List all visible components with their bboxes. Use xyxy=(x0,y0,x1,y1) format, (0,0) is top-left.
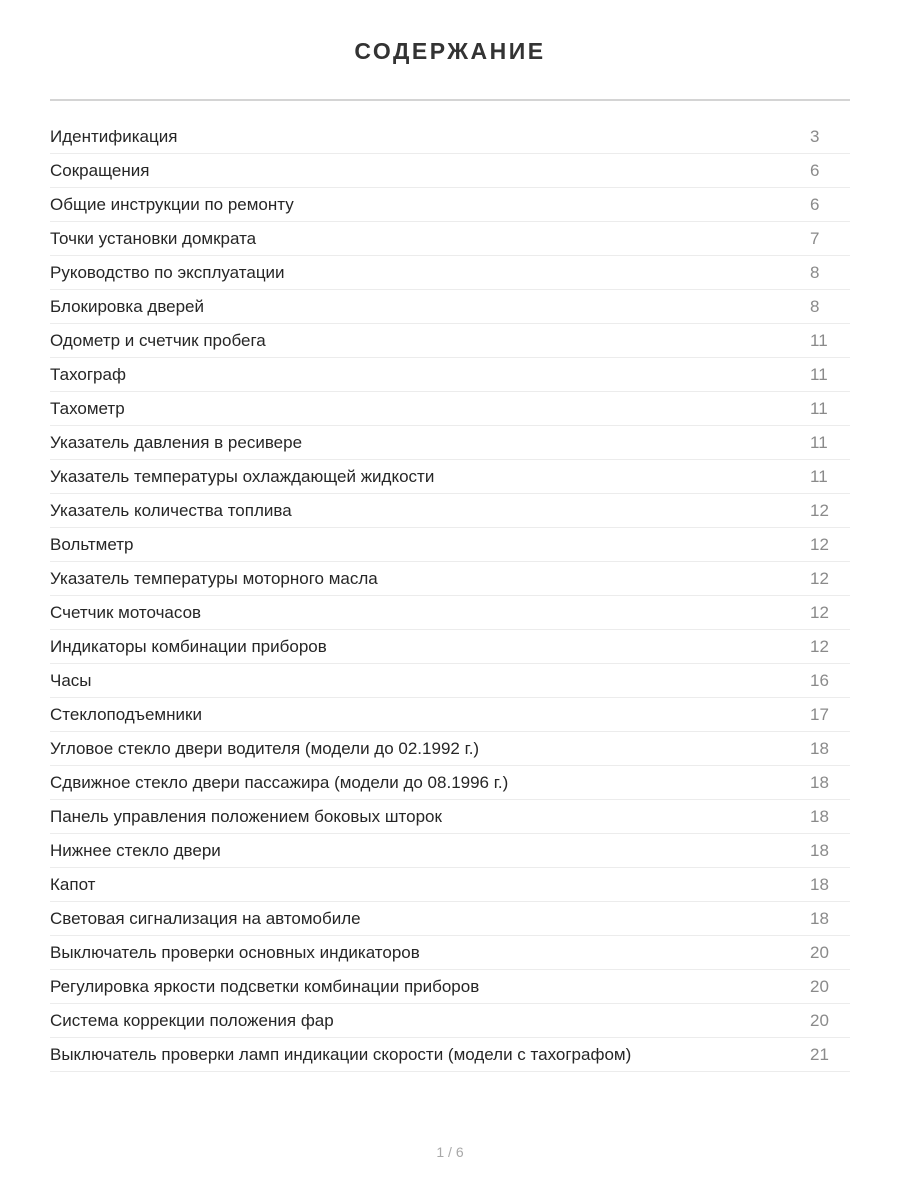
toc-entry-label: Сдвижное стекло двери пассажира (модели до 08.1996 г.) xyxy=(50,772,509,792)
toc-entry-page-number: 20 xyxy=(810,976,829,996)
toc-entry[interactable] xyxy=(50,834,850,868)
toc-entry-page-number: 6 xyxy=(810,194,820,214)
toc-entry-page-number: 8 xyxy=(810,262,820,282)
toc-entry-page-number: 18 xyxy=(810,874,829,894)
toc-entry-label: Указатель количества топлива xyxy=(50,500,292,520)
toc-entry-page-number: 16 xyxy=(810,670,829,690)
toc-entry-label: Часы xyxy=(50,670,92,690)
toc-entry-page-number: 11 xyxy=(810,466,828,486)
toc-entry-label: Угловое стекло двери водителя (модели до 02.1992 г.) xyxy=(50,738,480,758)
toc-entry[interactable] xyxy=(50,358,850,392)
toc-entry[interactable] xyxy=(50,324,850,358)
toc-entry-label: Счетчик моточасов xyxy=(50,602,202,622)
toc-entry-label: Регулировка яркости подсветки комбинации приборов xyxy=(50,976,480,996)
page-title: СОДЕРЖАНИЕ xyxy=(354,38,546,64)
toc-entry-label: Сокращения xyxy=(50,160,150,180)
toc-entry-page-number: 12 xyxy=(810,602,829,622)
page-indicator: 1 / 6 xyxy=(436,1144,464,1160)
toc-entry[interactable] xyxy=(50,392,850,426)
toc-entry[interactable] xyxy=(50,460,850,494)
toc-entry-page-number: 6 xyxy=(810,160,820,180)
toc-entry-label: Световая сигнализация на автомобиле xyxy=(50,908,361,928)
toc-entry[interactable] xyxy=(50,494,850,528)
toc-entry-page-number: 20 xyxy=(810,1010,829,1030)
toc-entry-page-number: 18 xyxy=(810,738,829,758)
toc-entry-page-number: 11 xyxy=(810,398,828,418)
toc-entry-label: Панель управления положением боковых шторок xyxy=(50,806,442,826)
toc-entry-page-number: 18 xyxy=(810,908,829,928)
toc-entry-label: Тахометр xyxy=(50,398,125,418)
toc-entry[interactable] xyxy=(50,154,850,188)
toc-entry[interactable] xyxy=(50,630,850,664)
toc-entry-label: Руководство по эксплуатации xyxy=(50,262,285,282)
toc-entry[interactable] xyxy=(50,528,850,562)
toc-entry-page-number: 17 xyxy=(810,704,829,724)
toc-entry-page-number: 11 xyxy=(810,330,828,350)
toc-entry[interactable] xyxy=(50,426,850,460)
toc-entry-page-number: 11 xyxy=(810,432,828,452)
toc-entry-label: Указатель температуры моторного масла xyxy=(50,568,378,588)
toc-entry[interactable] xyxy=(50,1038,850,1072)
toc-entry[interactable] xyxy=(50,902,850,936)
toc-entry[interactable] xyxy=(50,290,850,324)
toc-entry-label: Вольтметр xyxy=(50,534,134,554)
toc-entry[interactable] xyxy=(50,120,850,154)
toc-entry-page-number: 20 xyxy=(810,942,829,962)
title-divider xyxy=(50,99,850,101)
toc-entry-label: Общие инструкции по ремонту xyxy=(50,194,294,214)
toc-entry[interactable] xyxy=(50,698,850,732)
toc-entry-page-number: 11 xyxy=(810,364,828,384)
toc-entry[interactable] xyxy=(50,222,850,256)
toc-entry-page-number: 21 xyxy=(810,1044,829,1064)
toc-entry-page-number: 3 xyxy=(810,126,820,146)
toc-entry-label: Нижнее стекло двери xyxy=(50,840,221,860)
toc-entry-label: Одометр и счетчик пробега xyxy=(50,330,266,350)
toc-entry-label: Индикаторы комбинации приборов xyxy=(50,636,327,656)
toc-entry[interactable] xyxy=(50,188,850,222)
toc-entry-label: Выключатель проверки ламп индикации скорости (модели с тахографом) xyxy=(50,1044,632,1064)
table-of-contents xyxy=(50,120,850,1072)
toc-entry-label: Точки установки домкрата xyxy=(50,228,257,248)
toc-entry-page-number: 7 xyxy=(810,228,820,248)
toc-entry-page-number: 12 xyxy=(810,636,829,656)
toc-entry[interactable] xyxy=(50,664,850,698)
toc-entry-label: Капот xyxy=(50,874,96,894)
toc-entry[interactable] xyxy=(50,970,850,1004)
toc-entry-page-number: 12 xyxy=(810,534,829,554)
toc-entry[interactable] xyxy=(50,732,850,766)
toc-entry[interactable] xyxy=(50,596,850,630)
toc-entry-page-number: 18 xyxy=(810,806,829,826)
toc-entry-label: Указатель давления в ресивере xyxy=(50,432,303,452)
toc-entry[interactable] xyxy=(50,936,850,970)
toc-entry-page-number: 18 xyxy=(810,772,829,792)
toc-entry-page-number: 12 xyxy=(810,568,829,588)
toc-entry[interactable] xyxy=(50,800,850,834)
toc-entry-page-number: 8 xyxy=(810,296,820,316)
toc-entry-page-number: 12 xyxy=(810,500,829,520)
toc-entry-label: Система коррекции положения фар xyxy=(50,1010,334,1030)
toc-entry-label: Указатель температуры охлаждающей жидкости xyxy=(50,466,435,486)
toc-entry[interactable] xyxy=(50,562,850,596)
toc-entry[interactable] xyxy=(50,766,850,800)
toc-entry[interactable] xyxy=(50,1004,850,1038)
toc-entry-label: Стеклоподъемники xyxy=(50,704,202,724)
toc-entry[interactable] xyxy=(50,868,850,902)
toc-entry-label: Тахограф xyxy=(50,364,126,384)
toc-entry-page-number: 18 xyxy=(810,840,829,860)
toc-entry-label: Идентификация xyxy=(50,126,178,146)
toc-entry-label: Блокировка дверей xyxy=(50,296,205,316)
toc-entry-label: Выключатель проверки основных индикаторов xyxy=(50,942,420,962)
toc-entry[interactable] xyxy=(50,256,850,290)
